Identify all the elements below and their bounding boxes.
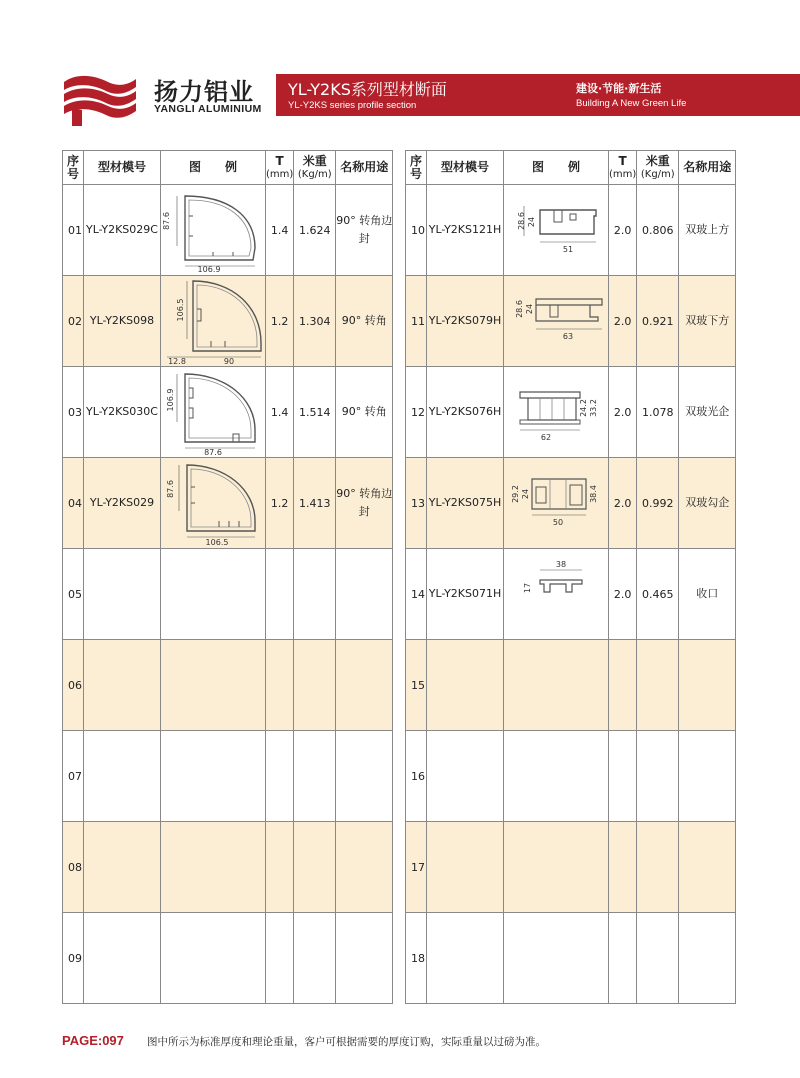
table-row <box>63 640 393 731</box>
table-row <box>406 640 736 731</box>
thickness-value <box>266 640 294 731</box>
row-number: 08 <box>63 822 84 913</box>
profile-figure-cell <box>161 185 266 276</box>
thickness-value: 2.0 <box>609 276 637 367</box>
profile-figure-cell <box>504 367 609 458</box>
profile-drawing <box>163 186 263 274</box>
model-code: YL-Y2KS030C <box>84 367 161 458</box>
thickness-value <box>266 731 294 822</box>
thickness-value <box>266 549 294 640</box>
profile-figure-cell <box>161 731 266 822</box>
weight-value <box>637 640 679 731</box>
col-header-t-label: T <box>618 153 627 168</box>
table-row <box>63 549 393 640</box>
col-header-num: 序号 <box>406 151 427 185</box>
profile-drawing <box>506 368 606 456</box>
usage-text <box>679 640 736 731</box>
usage-text: 双玻光企 <box>679 367 736 458</box>
profile-table-right <box>405 150 736 1004</box>
table-row <box>63 276 393 367</box>
dim-label: 17 <box>523 582 532 594</box>
col-header-weight <box>637 151 679 185</box>
dim-label: 28.6 <box>517 212 526 230</box>
weight-value <box>294 640 336 731</box>
usage-text <box>679 822 736 913</box>
row-number: 06 <box>63 640 84 731</box>
profile-figure-cell <box>504 549 609 640</box>
row-number: 15 <box>406 640 427 731</box>
usage-text: 90° 转角边封 <box>336 185 393 276</box>
weight-value: 0.465 <box>637 549 679 640</box>
table-header-row <box>406 151 736 185</box>
usage-text: 双玻勾企 <box>679 458 736 549</box>
usage-text <box>679 913 736 1004</box>
usage-text <box>679 731 736 822</box>
table-row <box>63 822 393 913</box>
model-code <box>427 640 504 731</box>
weight-value: 0.992 <box>637 458 679 549</box>
slogan-en: Building A New Green Life <box>576 98 687 109</box>
profile-figure-cell <box>504 640 609 731</box>
row-number: 13 <box>406 458 427 549</box>
thickness-value <box>609 640 637 731</box>
table-row <box>406 276 736 367</box>
col-header-num: 序号 <box>63 151 84 185</box>
row-number: 04 <box>63 458 84 549</box>
profile-figure-cell <box>504 458 609 549</box>
profile-figure-cell <box>161 458 266 549</box>
dim-label: 87.6 <box>162 212 171 230</box>
profile-table-left <box>62 150 393 1004</box>
profile-drawing <box>506 186 606 274</box>
profile-figure-cell <box>161 640 266 731</box>
thickness-value: 2.0 <box>609 185 637 276</box>
table-row <box>63 367 393 458</box>
col-header-usage: 名称用途 <box>336 151 393 185</box>
weight-value <box>637 822 679 913</box>
model-code <box>427 731 504 822</box>
table-row <box>406 822 736 913</box>
profile-drawing <box>506 277 606 365</box>
model-code: YL-Y2KS029 <box>84 458 161 549</box>
thickness-value: 1.2 <box>266 276 294 367</box>
col-header-t <box>266 151 294 185</box>
weight-value: 1.624 <box>294 185 336 276</box>
weight-value <box>294 549 336 640</box>
profile-figure-cell <box>504 822 609 913</box>
row-number: 10 <box>406 185 427 276</box>
profile-drawing <box>506 550 606 638</box>
series-title: YL-Y2KS系列型材断面 <box>288 80 447 99</box>
dim-label: 12.8 <box>168 357 186 366</box>
thickness-value: 2.0 <box>609 367 637 458</box>
page-footer <box>62 1030 546 1049</box>
page-header <box>0 68 800 120</box>
col-header-t-unit: (mm) <box>609 168 637 180</box>
yangli-logo-icon <box>58 70 138 128</box>
dim-label: 62 <box>540 433 552 442</box>
table-row <box>406 367 736 458</box>
col-header-figure: 图 例 <box>504 151 609 185</box>
model-code: YL-Y2KS076H <box>427 367 504 458</box>
row-number: 12 <box>406 367 427 458</box>
usage-text: 收口 <box>679 549 736 640</box>
usage-text <box>336 913 393 1004</box>
dim-label: 106.5 <box>205 538 229 547</box>
model-code: YL-Y2KS075H <box>427 458 504 549</box>
table-row <box>63 185 393 276</box>
thickness-value <box>609 913 637 1004</box>
page-number: PAGE:097 <box>62 1033 124 1048</box>
col-header-weight-unit: (Kg/m) <box>297 168 332 180</box>
dim-label: 63 <box>562 332 574 341</box>
row-number: 03 <box>63 367 84 458</box>
row-number: 01 <box>63 185 84 276</box>
col-header-t-label: T <box>275 153 284 168</box>
usage-text: 90° 转角边封 <box>336 458 393 549</box>
thickness-value <box>609 822 637 913</box>
dim-label: 87.6 <box>204 448 222 457</box>
col-header-figure: 图 例 <box>161 151 266 185</box>
dim-label: 38 <box>555 560 567 569</box>
weight-value <box>637 731 679 822</box>
dim-label: 51 <box>562 245 574 254</box>
col-header-weight-label: 米重 <box>645 153 670 168</box>
thickness-value <box>266 822 294 913</box>
table-row <box>406 458 736 549</box>
weight-value: 0.921 <box>637 276 679 367</box>
profile-drawing <box>506 459 606 547</box>
profile-figure-cell <box>504 185 609 276</box>
thickness-value: 1.4 <box>266 367 294 458</box>
series-subtitle: YL-Y2KS series profile section <box>288 100 417 111</box>
weight-value: 1.304 <box>294 276 336 367</box>
dim-label: 106.9 <box>166 388 175 412</box>
model-code: YL-Y2KS071H <box>427 549 504 640</box>
row-number: 14 <box>406 549 427 640</box>
col-header-model: 型材模号 <box>84 151 161 185</box>
row-number: 16 <box>406 731 427 822</box>
dim-label: 24 <box>525 303 534 315</box>
brand-name-en: YANGLI ALUMINIUM <box>154 103 262 115</box>
dim-label: 24 <box>521 488 530 500</box>
model-code: YL-Y2KS098 <box>84 276 161 367</box>
col-header-usage: 名称用途 <box>679 151 736 185</box>
col-header-weight <box>294 151 336 185</box>
model-code <box>84 549 161 640</box>
row-number: 02 <box>63 276 84 367</box>
weight-value <box>294 731 336 822</box>
table-row <box>406 731 736 822</box>
footer-note: 图中所示为标准厚度和理论重量，客户可根据需要的厚度订购，实际重量以过磅为准。 <box>147 1036 546 1048</box>
slogan-cn: 建设·节能·新生活 <box>576 82 662 95</box>
table-row <box>63 731 393 822</box>
thickness-value: 1.2 <box>266 458 294 549</box>
brand-name-cn: 扬力铝业 <box>154 78 254 106</box>
weight-value: 0.806 <box>637 185 679 276</box>
model-code <box>84 913 161 1004</box>
profile-figure-cell <box>161 913 266 1004</box>
profile-figure-cell <box>504 913 609 1004</box>
dim-label: 24 <box>527 216 536 228</box>
thickness-value <box>266 913 294 1004</box>
dim-label: 106.5 <box>176 298 185 322</box>
table-header-row <box>63 151 393 185</box>
dim-label: 106.9 <box>197 265 221 274</box>
col-header-model: 型材模号 <box>427 151 504 185</box>
weight-value <box>294 913 336 1004</box>
model-code <box>427 913 504 1004</box>
thickness-value: 1.4 <box>266 185 294 276</box>
title-band <box>276 74 800 116</box>
logo-area <box>58 68 273 120</box>
profile-figure-cell <box>161 367 266 458</box>
profile-figure-cell <box>504 731 609 822</box>
usage-text: 双玻下方 <box>679 276 736 367</box>
dim-label: 90 <box>223 357 235 366</box>
table-row <box>406 185 736 276</box>
dim-label: 24.2 <box>579 399 588 417</box>
model-code: YL-Y2KS079H <box>427 276 504 367</box>
col-header-t <box>609 151 637 185</box>
model-code <box>84 731 161 822</box>
weight-value: 1.078 <box>637 367 679 458</box>
dim-label: 29.2 <box>511 485 520 503</box>
col-header-weight-unit: (Kg/m) <box>640 168 675 180</box>
profile-drawing <box>163 277 263 365</box>
model-code <box>427 822 504 913</box>
thickness-value: 2.0 <box>609 549 637 640</box>
table-row <box>406 913 736 1004</box>
row-number: 17 <box>406 822 427 913</box>
weight-value <box>294 822 336 913</box>
profile-figure-cell <box>504 276 609 367</box>
table-row <box>406 549 736 640</box>
weight-value <box>637 913 679 1004</box>
usage-text <box>336 731 393 822</box>
row-number: 07 <box>63 731 84 822</box>
profile-drawing <box>163 459 263 547</box>
row-number: 11 <box>406 276 427 367</box>
thickness-value <box>609 731 637 822</box>
table-row <box>63 458 393 549</box>
row-number: 09 <box>63 913 84 1004</box>
model-code <box>84 640 161 731</box>
row-number: 05 <box>63 549 84 640</box>
col-header-weight-label: 米重 <box>302 153 327 168</box>
usage-text: 90° 转角 <box>336 367 393 458</box>
profile-figure-cell <box>161 549 266 640</box>
profile-figure-cell <box>161 822 266 913</box>
col-header-t-unit: (mm) <box>266 168 294 180</box>
dim-label: 28.6 <box>515 300 524 318</box>
model-code: YL-Y2KS121H <box>427 185 504 276</box>
weight-value: 1.514 <box>294 367 336 458</box>
usage-text <box>336 640 393 731</box>
row-number: 18 <box>406 913 427 1004</box>
table-row <box>63 913 393 1004</box>
weight-value: 1.413 <box>294 458 336 549</box>
usage-text: 90° 转角 <box>336 276 393 367</box>
model-code: YL-Y2KS029C <box>84 185 161 276</box>
profile-drawing <box>163 368 263 456</box>
dim-label: 50 <box>552 518 564 527</box>
dim-label: 38.4 <box>589 485 598 503</box>
usage-text: 双玻上方 <box>679 185 736 276</box>
model-code <box>84 822 161 913</box>
usage-text <box>336 822 393 913</box>
profile-figure-cell <box>161 276 266 367</box>
dim-label: 33.2 <box>589 399 598 417</box>
thickness-value: 2.0 <box>609 458 637 549</box>
usage-text <box>336 549 393 640</box>
dim-label: 87.6 <box>166 480 175 498</box>
